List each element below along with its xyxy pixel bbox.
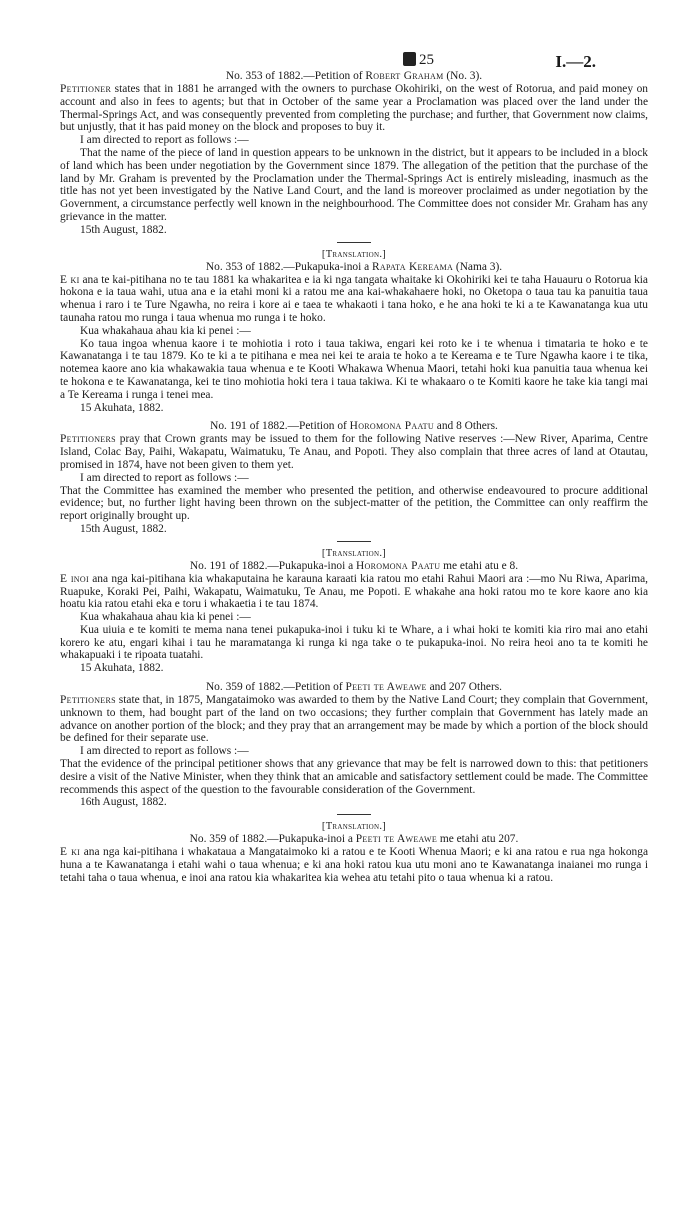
- section-title: No. 191 of 1882.—Petition of Horomona Paatu and 8 Others.: [210, 420, 498, 433]
- document-reference: I.—2.: [555, 52, 596, 71]
- report-date: 15 Akuhata, 1882.: [80, 662, 164, 675]
- seal-icon: [403, 52, 416, 66]
- committee-report: That the name of the piece of land in question appears to be unknown in the district, but it appears to be included in a block of land which has been under negotiation by the Government since 1879. The allegation of the petition that the purchase of the land by Mr. Graham is prevented by the Proclamation under the Thermal-Springs Act is entirely misleading, inasmuch as the title has not yet been investigated by the Native Land Court, and the land is moreover proclaimed as under negotiation by the Government, a circumstance perfectly well known in the neighbourhood. The Committee does not consider Mr. Graham has any grievance in the matter.: [60, 146, 648, 223]
- section-title: No. 359 of 1882.—Pukapuka-inoi a Peeti te Aweawe me etahi atu 207.: [189, 833, 519, 846]
- section-title: No. 191 of 1882.—Pukapuka-inoi a Horomona Paatu me etahi atu e 8.: [189, 559, 519, 572]
- committee-report: That the evidence of the principal petitioner shows that any grievance that may be felt is narrowed down to this: that petitioners desire a visit of the Native Minister, when they think that an amicable and satisfactory settlement could be made. The Committee recommends this aspect of the question to the favourable consideration of the Government.: [60, 758, 648, 796]
- translation-section-191: [60, 547, 648, 675]
- report-date: 15th August, 1882.: [80, 522, 167, 535]
- petition-statement: Petitioner states that in 1881 he arranged with the owners to purchase Okohiriki, on the west of Rotorua, and paid money on account and also in fees to agents; but that in October of the same year a Proclamation was placed over the land under the Thermal-Springs Act, and was consequently prevented from completing the purchase; and further, that Government now claims, but unjustly, that it has paid money on the block and proposes to buy it.: [60, 83, 648, 134]
- section-divider: [337, 541, 371, 542]
- section-divider: [337, 814, 371, 815]
- section-title: No. 353 of 1882.—Pukapuka-inoi a Rapata Kereama (Nama 3).: [205, 260, 503, 273]
- petition-section-191: [60, 420, 648, 535]
- report-date: 15 Akuhata, 1882.: [80, 401, 164, 414]
- section-title: No. 359 of 1882.—Petition of Peeti te Aweawe and 207 Others.: [205, 681, 503, 694]
- page-number: 25: [403, 52, 434, 69]
- directed-line: Kua whakahaua ahau kia ki penei :—: [80, 611, 251, 624]
- petition-section-353: [60, 70, 648, 237]
- translation-heading: [Translation.]: [321, 821, 387, 833]
- petition-statement: E inoi ana nga kai-pitihana kia whakaputaina he karauna karaati kia ratou mo etahi Rahui Maori ara :—mo Nu Riwa, Aparima, Ruapuke, Koraki Pei, Paihi, Wakapatu, Waimatuku, Te Anau, me Popoti. E whakahe ana hoki ratou mo te kore kaore ano kia hoatu kia ratou etahi eka e toru i whakaetia i te tau 1874.: [60, 572, 648, 611]
- translation-section-359: [60, 820, 648, 884]
- section-title: No. 353 of 1882.—Petition of Robert Graham (No. 3).: [225, 70, 483, 82]
- translation-heading: [Translation.]: [321, 547, 387, 559]
- committee-report: That the Committee has examined the member who presented the petition, and otherwise endeavoured to procure additional evidence; but, no further light having been thrown on the subject-matter of the petition, the Committee can only reaffirm the report originally brought up.: [60, 484, 648, 523]
- directed-line: I am directed to report as follows :—: [80, 134, 249, 147]
- petition-statement: Petitioners state that, in 1875, Mangataimoko was awarded to them by the Native Land Court; they complain that Government, unknown to them, had bought part of the land on two occasions; they further complain that Government has lately made an advance on another portion of the block; and they pray that an arrangement may be made by which a portion of the block should be defined for their separate use.: [60, 694, 648, 745]
- section-divider: [337, 242, 371, 243]
- petition-statement: E ki ana nga kai-pitihana i whakataua a Mangataimoko ki a ratou e te Kooti Whenua Maori; e ki ana ratou e rua nga hokonga huna a te Kawanatanga i etahi wahi o taua whenua; e ki ana hoki ratou kua utu moni ano te Kawanatanga inaianei mo runga i tetahi taha o taua whenua, e inoi ana ratou kia whakaritea kia wehea atu tetahi pito o taua whenua ki a ratou.: [60, 846, 649, 884]
- committee-report: Kua uiuia e te komiti te mema nana tenei pukapuka-inoi i tuku ki te Whare, a i whai hoki te komiti kia riro mai ano etahi korero ke atu, engari kihai i tau he maramatanga ki runga ki nga take o te pukapuka-inoi. No reira heoi ano ta te komiti he whakapuaki i te ripoata tuatahi.: [60, 623, 648, 662]
- petition-statement: Petitioners pray that Crown grants may be issued to them for the following Native reserves :—New River, Aparima, Centre Island, Colac Bay, Paihi, Wakapatu, Waimatuku, Te Anau, and Popoti. They also complain that three acres of land at Otautau, promised in 1874, have not been given to them yet.: [60, 433, 648, 471]
- directed-line: I am directed to report as follows :—: [80, 745, 249, 758]
- directed-line: I am directed to report as follows :—: [80, 471, 249, 484]
- report-date: 15th August, 1882.: [80, 223, 167, 236]
- translation-section-353: [60, 248, 648, 415]
- petition-section-359: [60, 681, 648, 809]
- committee-report: Ko taua ingoa whenua kaore i te mohiotia i roto i taua takiwa, engari kei roto ke i te whenua i timataria te hoko e te Kawanatanga i te tau 1879. Ko te ki a te pitihana e mea nei kei te araia te hoko a te Kereama e te Ture Ngawha kaore i te tika, notemea kaore ano kia whakawakia taua whenua e te Kooti Whakawa Whenua Maori, tetahi hoki kua panuitia taua whenua kei te hokona e te Kawanatanga, kei te tino mohiotia hoki tera i taua takiwa. Ki te whakaaro o te Komiti kaore he take kia tangi mai a Te Kereama i runga i tenei mea.: [60, 337, 648, 401]
- petition-statement: E ki ana te kai-pitihana no te tau 1881 ka whakaritea e ia ki nga tangata whaitake ki Okohiriki kei te taha Hauauru o Rotorua kia hokona e ia taua wahi, utua ana e ia etahi moni ki a ratou me ana kai-whakahaere hoki, no Oketopa o taua tau ka panuitia taua whenua i raro i te Ture Ngawha, no reira i kore ai e taea te whakaoti i tana hoko, e he ana hoki te ki a te Kawanatanga kua utu taunaha ratou mo runga i taua whenua mo runga i te hoko.: [60, 273, 648, 324]
- page-header: [60, 0, 648, 70]
- report-date: 16th August, 1882.: [80, 796, 167, 809]
- translation-heading: [Translation.]: [321, 248, 387, 260]
- directed-line: Kua whakahaua ahau kia ki penei :—: [80, 324, 251, 337]
